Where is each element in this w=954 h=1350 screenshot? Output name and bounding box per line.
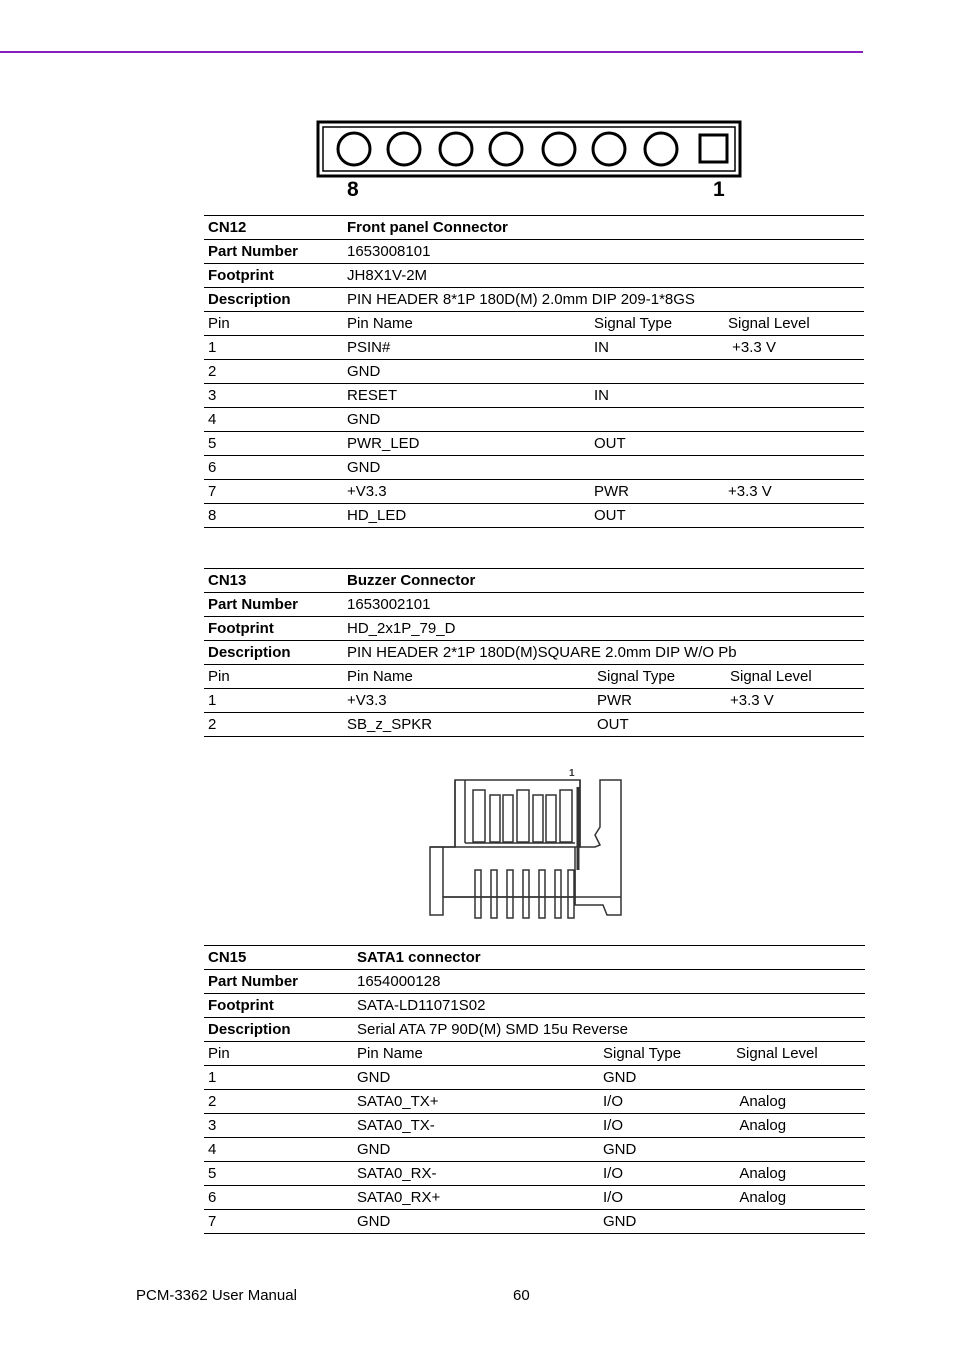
table-title-row xyxy=(204,569,864,593)
footer-page-number: 60 xyxy=(513,1287,530,1304)
table-row xyxy=(204,456,864,480)
info-label: Part Number xyxy=(204,970,353,994)
cell: +V3.3 xyxy=(343,480,590,504)
cell xyxy=(590,408,724,432)
column-header: Pin Name xyxy=(343,312,590,336)
cell: RESET xyxy=(343,384,590,408)
pin-header-8x1-diagram xyxy=(316,120,742,206)
cell xyxy=(724,384,864,408)
cell: +3.3 V xyxy=(724,336,864,360)
column-header-row xyxy=(204,312,864,336)
cell: GND xyxy=(353,1210,599,1234)
cell xyxy=(724,456,864,480)
cell: GND xyxy=(353,1066,599,1090)
column-header: Signal Type xyxy=(593,665,726,689)
column-header: Signal Type xyxy=(590,312,724,336)
cell: SB_z_SPKR xyxy=(343,713,593,737)
table-row xyxy=(204,360,864,384)
cell xyxy=(732,1066,865,1090)
column-header: Pin Name xyxy=(353,1042,599,1066)
cell: 5 xyxy=(204,1162,353,1186)
cell xyxy=(732,1138,865,1162)
cell: Analog xyxy=(732,1162,865,1186)
info-row xyxy=(204,288,864,312)
cell: GND xyxy=(599,1138,732,1162)
table-row xyxy=(204,384,864,408)
table-row xyxy=(204,480,864,504)
cell: IN xyxy=(590,384,724,408)
cell: 1 xyxy=(204,689,343,713)
table-row xyxy=(204,689,864,713)
table-row xyxy=(204,336,864,360)
info-value: HD_2x1P_79_D xyxy=(343,617,864,641)
cell: 8 xyxy=(204,504,343,528)
sata-connector-diagram xyxy=(425,765,635,930)
cell: Analog xyxy=(732,1090,865,1114)
column-header: Pin xyxy=(204,1042,353,1066)
column-header-row xyxy=(204,1042,865,1066)
cell xyxy=(590,360,724,384)
cell: Analog xyxy=(732,1186,865,1210)
cell: OUT xyxy=(590,432,724,456)
cell: 4 xyxy=(204,1138,353,1162)
cell: SATA0_RX- xyxy=(353,1162,599,1186)
info-label: Description xyxy=(204,288,343,312)
cell: 6 xyxy=(204,1186,353,1210)
cell: PWR xyxy=(590,480,724,504)
cell xyxy=(726,713,864,737)
cell: 7 xyxy=(204,1210,353,1234)
cell xyxy=(724,360,864,384)
cell xyxy=(724,432,864,456)
cell: GND xyxy=(343,360,590,384)
table-row xyxy=(204,432,864,456)
info-label: Footprint xyxy=(204,617,343,641)
column-header: Signal Level xyxy=(724,312,864,336)
cell: 2 xyxy=(204,1090,353,1114)
info-value: 1654000128 xyxy=(353,970,865,994)
info-label: Part Number xyxy=(204,593,343,617)
pin-1-label: 1 xyxy=(713,178,725,201)
svg-text:1: 1 xyxy=(569,768,575,779)
info-label: Part Number xyxy=(204,240,343,264)
cell: GND xyxy=(343,456,590,480)
table-row xyxy=(204,1114,865,1138)
column-header: Signal Level xyxy=(726,665,864,689)
cell: I/O xyxy=(599,1162,732,1186)
info-label: Footprint xyxy=(204,264,343,288)
pin-8-label: 8 xyxy=(347,178,359,201)
cell: +3.3 V xyxy=(724,480,864,504)
table-row xyxy=(204,1162,865,1186)
cell: HD_LED xyxy=(343,504,590,528)
info-row xyxy=(204,593,864,617)
cell: GND xyxy=(599,1210,732,1234)
table-row xyxy=(204,1186,865,1210)
connector-title: Front panel Connector xyxy=(343,216,864,240)
table-title-row xyxy=(204,946,865,970)
info-value: PIN HEADER 2*1P 180D(M)SQUARE 2.0mm DIP W/O Pb xyxy=(343,641,864,665)
cell: SATA0_TX- xyxy=(353,1114,599,1138)
cell: +3.3 V xyxy=(726,689,864,713)
cell: 4 xyxy=(204,408,343,432)
connector-title: Buzzer Connector xyxy=(343,569,864,593)
cell: 3 xyxy=(204,1114,353,1138)
cell: OUT xyxy=(590,504,724,528)
cell: GND xyxy=(599,1066,732,1090)
cell: 6 xyxy=(204,456,343,480)
cell: PWR_LED xyxy=(343,432,590,456)
cell: 2 xyxy=(204,360,343,384)
cell: 1 xyxy=(204,336,343,360)
info-row xyxy=(204,994,865,1018)
cell: 3 xyxy=(204,384,343,408)
cell: 2 xyxy=(204,713,343,737)
info-row xyxy=(204,641,864,665)
table-row xyxy=(204,1138,865,1162)
cell xyxy=(732,1210,865,1234)
info-value: JH8X1V-2M xyxy=(343,264,864,288)
cell: I/O xyxy=(599,1186,732,1210)
info-label: Description xyxy=(204,1018,353,1042)
info-row xyxy=(204,1018,865,1042)
cell: SATA0_TX+ xyxy=(353,1090,599,1114)
table-row xyxy=(204,408,864,432)
table-title-row xyxy=(204,216,864,240)
info-value: SATA-LD11071S02 xyxy=(353,994,865,1018)
cell: OUT xyxy=(593,713,726,737)
cell xyxy=(724,504,864,528)
cell: IN xyxy=(590,336,724,360)
cn13-table xyxy=(204,568,864,737)
info-row xyxy=(204,264,864,288)
cell: 1 xyxy=(204,1066,353,1090)
cn15-table xyxy=(204,945,865,1234)
connector-id: CN15 xyxy=(204,946,353,970)
column-header: Pin xyxy=(204,665,343,689)
info-label: Description xyxy=(204,641,343,665)
cell: Analog xyxy=(732,1114,865,1138)
cell: 5 xyxy=(204,432,343,456)
table-row xyxy=(204,1210,865,1234)
info-value: Serial ATA 7P 90D(M) SMD 15u Reverse xyxy=(353,1018,865,1042)
info-label: Footprint xyxy=(204,994,353,1018)
cell: GND xyxy=(343,408,590,432)
top-rule xyxy=(0,51,863,53)
cell xyxy=(590,456,724,480)
cell: PSIN# xyxy=(343,336,590,360)
cell xyxy=(724,408,864,432)
info-row xyxy=(204,240,864,264)
info-value: 1653002101 xyxy=(343,593,864,617)
cn12-table xyxy=(204,215,864,528)
table-row xyxy=(204,1066,865,1090)
info-row xyxy=(204,970,865,994)
column-header: Pin Name xyxy=(343,665,593,689)
column-header: Signal Level xyxy=(732,1042,865,1066)
connector-title: SATA1 connector xyxy=(353,946,865,970)
cell: GND xyxy=(353,1138,599,1162)
footer-manual-title: PCM-3362 User Manual xyxy=(136,1287,297,1304)
column-header-row xyxy=(204,665,864,689)
cell: I/O xyxy=(599,1090,732,1114)
cell: SATA0_RX+ xyxy=(353,1186,599,1210)
table-row xyxy=(204,504,864,528)
connector-id: CN12 xyxy=(204,216,343,240)
table-row xyxy=(204,713,864,737)
cell: 7 xyxy=(204,480,343,504)
connector-id: CN13 xyxy=(204,569,343,593)
column-header: Pin xyxy=(204,312,343,336)
table-row xyxy=(204,1090,865,1114)
cell: +V3.3 xyxy=(343,689,593,713)
column-header: Signal Type xyxy=(599,1042,732,1066)
cell: PWR xyxy=(593,689,726,713)
cell: I/O xyxy=(599,1114,732,1138)
info-row xyxy=(204,617,864,641)
info-value: PIN HEADER 8*1P 180D(M) 2.0mm DIP 209-1*8GS xyxy=(343,288,864,312)
info-value: 1653008101 xyxy=(343,240,864,264)
